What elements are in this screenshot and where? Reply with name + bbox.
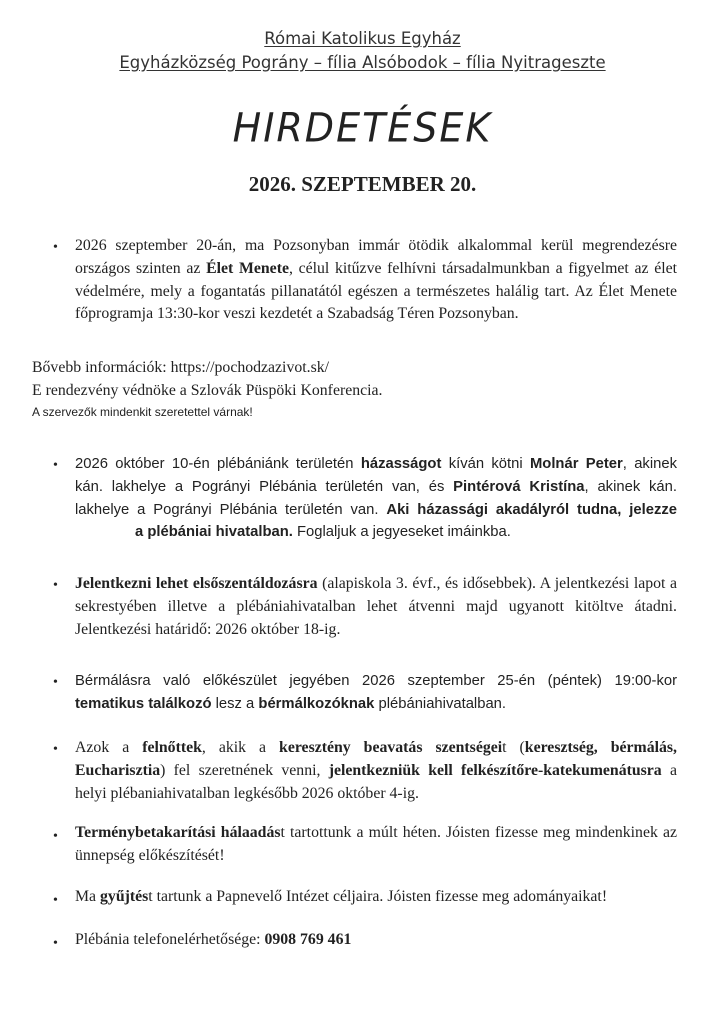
parish-phone-line: Plébánia telefonelérhetősége: 0908 769 461 [75,931,352,948]
welcome-note: A szervezők mindenkit szeretettel várnak! [32,405,253,419]
bullet-marker: • [53,240,58,255]
bullet-marker: • [53,458,58,473]
info-link-line: Bővebb információk: https://pochodzazivot.sk/ [32,359,330,376]
announcement-marriage: 2026 október 10-én plébániánk területén házasságot kíván kötni Molnár Peter, akinek kán. lakhelye a Pogrányi Plébánia területén van, és Pintérová Kristína, akinek kán. lakhelye a Pogrányi Plébánia területén van. Aki házassági akadályról tudna, jelezzea plébániai hivatalban. Foglaljuk a jegyeseket imáinkba. [75,456,677,541]
announcement-catechumenate: Azok a felnőttek, akik a keresztény beavatás szentségeit (keresztség, bérmálás, Eucharisztia) fel szeretnének venni, jelentkezniük kell felkészítőre-katekumenátusra a helyi plébaniahivatalban legkésőbb 2026 október 4-ig. [75,739,677,802]
bullet-marker: • [53,675,58,690]
bullet-marker: • [53,829,58,844]
parish-header-church: Római Katolikus Egyház [264,29,461,48]
announcement-first-communion: Jelentkezni lehet elsőszentáldozásra (alapiskola 3. évf., és idősebbek). A jelentkezési lapot a sekrestyében illetve a plébániahivatalban lehet átvenni majd ugyanott kitöltve átadni. Jelentkezési határidő: 2026 október 18-ig. [75,575,677,638]
parish-header-communities: Egyházközség Pográny – fília Alsóbodok – fília Nyitrageszte [119,53,606,72]
patron-line: E rendezvény védnöke a Szlovák Püspöki Konferencia. [32,382,383,399]
parish-phone-number: 0908 769 461 [264,931,352,948]
announcement-collection: Ma gyűjtést tartunk a Papnevelő Intézet céljaira. Jóisten fizesse meg adományaikat! [75,888,608,905]
announcement-march-for-life: 2026 szeptember 20-án, ma Pozsonyban immár ötödik alkalommal kerül megrendezésre országos szinten az Élet Menete, célul kitűzve felhívni társadalmunkban a figyelmet az élet védelmére, mely a fogantatás pillanatától egészen a természetes halálig tart. Az Élet Menete főprogramja 13:30-kor veszi kezdetét a Szabadság Téren Pozsonyban. [75,237,677,323]
announcement-confirmation-meeting: Bérmálásra való előkészület jegyében 2026 szeptember 25-én (péntek) 19:00-kor tematikus találkozó lesz a bérmálkozóknak plébániahivatalban. [75,673,677,712]
bullet-marker: • [53,936,58,951]
bullet-marker: • [53,893,58,908]
bullet-marker: • [53,578,58,593]
page-title: HIRDETÉSEK [232,104,493,152]
announcement-harvest-thanksgiving: Terménybetakarítási hálaadást tartottunk a múlt héten. Jóisten fizesse meg mindenkinek az ünnepség előkészítését! [75,824,677,864]
announcement-date: 2026. SZEPTEMBER 20. [248,172,477,196]
bullet-marker: • [53,742,58,757]
